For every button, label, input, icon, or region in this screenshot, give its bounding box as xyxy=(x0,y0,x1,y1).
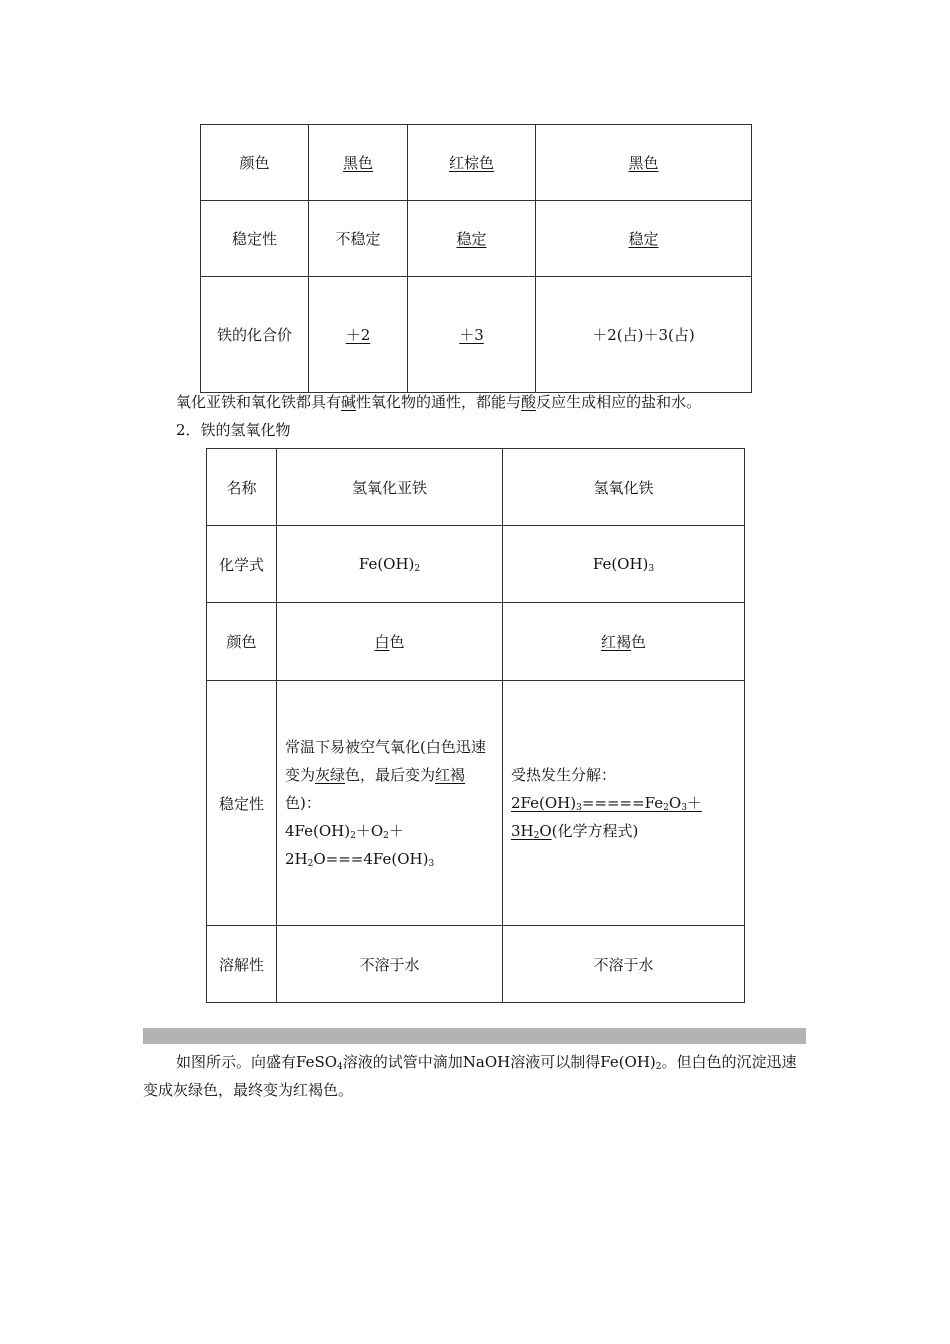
table-row xyxy=(207,603,745,681)
cell-value: ＋2 xyxy=(345,326,371,344)
hydroxide-table xyxy=(206,448,745,1003)
equation: $2Fe(OH)_3=====Fe_2O_3+3H_2O$(化学方程式) xyxy=(511,794,702,841)
cell-value: 白色 xyxy=(277,603,503,681)
table-row xyxy=(201,201,752,277)
oxide-table xyxy=(200,124,752,393)
cell-value: $Fe(OH)_2$ xyxy=(277,526,503,603)
bottom-paragraph: 如图所示。向盛有FeSO$_4$溶液的试管中滴加NaOH溶液可以制得$Fe(OH)_2$。但白色的沉淀迅速变成灰绿色，最终变为红褐色。 xyxy=(143,1053,797,1099)
row-label: 化学式 xyxy=(207,526,277,603)
cell-value: 红棕色 xyxy=(448,154,494,172)
equation: $4Fe(OH)_2+O_2+$ xyxy=(285,822,404,841)
column-header: 氢氧化亚铁 xyxy=(277,449,503,526)
cell-value: 常温下易被空气氧化(白色迅速变为灰绿色，最后变为红褐色)： $4Fe(OH)_2+O_2+$ $2H_2O===4Fe(OH)_3$ xyxy=(277,681,503,926)
section-divider xyxy=(143,1028,806,1044)
column-header: 氢氧化铁 xyxy=(503,449,745,526)
cell-value: ＋2(占)＋3(占) xyxy=(536,277,752,393)
cell-value: 受热发生分解： $2Fe(OH)_3=====Fe_2O_3+3H_2O$(化学方程式) xyxy=(503,681,745,926)
row-label: 名称 xyxy=(207,449,277,526)
table-row xyxy=(201,125,752,201)
table-row xyxy=(207,926,745,1003)
row-label: 颜色 xyxy=(207,603,277,681)
row-label: 溶解性 xyxy=(207,926,277,1003)
table-row xyxy=(207,681,745,926)
table-row xyxy=(207,449,745,526)
cell-value: 黑色 xyxy=(342,154,373,172)
cell-value: $Fe(OH)_3$ xyxy=(503,526,745,603)
cell-value: 稳定 xyxy=(628,230,659,248)
equation: $2H_2O===4Fe(OH)_3$ xyxy=(285,850,435,869)
table-row xyxy=(201,277,752,393)
cell-value: 稳定 xyxy=(456,230,487,248)
cell-value: 黑色 xyxy=(628,154,659,172)
oxide-paragraph: 氧化亚铁和氧化铁都具有碱性氧化物的通性，都能与酸反应生成相应的盐和水。 xyxy=(176,393,702,411)
cell-value: 不稳定 xyxy=(309,201,408,277)
cell-value: 红褐色 xyxy=(503,603,745,681)
row-label: 颜色 xyxy=(201,125,309,201)
cell-value: 不溶于水 xyxy=(277,926,503,1003)
cell-value: 不溶于水 xyxy=(503,926,745,1003)
row-label: 铁的化合价 xyxy=(201,277,309,393)
cell-value: ＋3 xyxy=(459,326,484,344)
row-label: 稳定性 xyxy=(201,201,309,277)
row-label: 稳定性 xyxy=(207,681,277,926)
section-title: 2．铁的氢氧化物 xyxy=(176,421,291,439)
table-row xyxy=(207,526,745,603)
